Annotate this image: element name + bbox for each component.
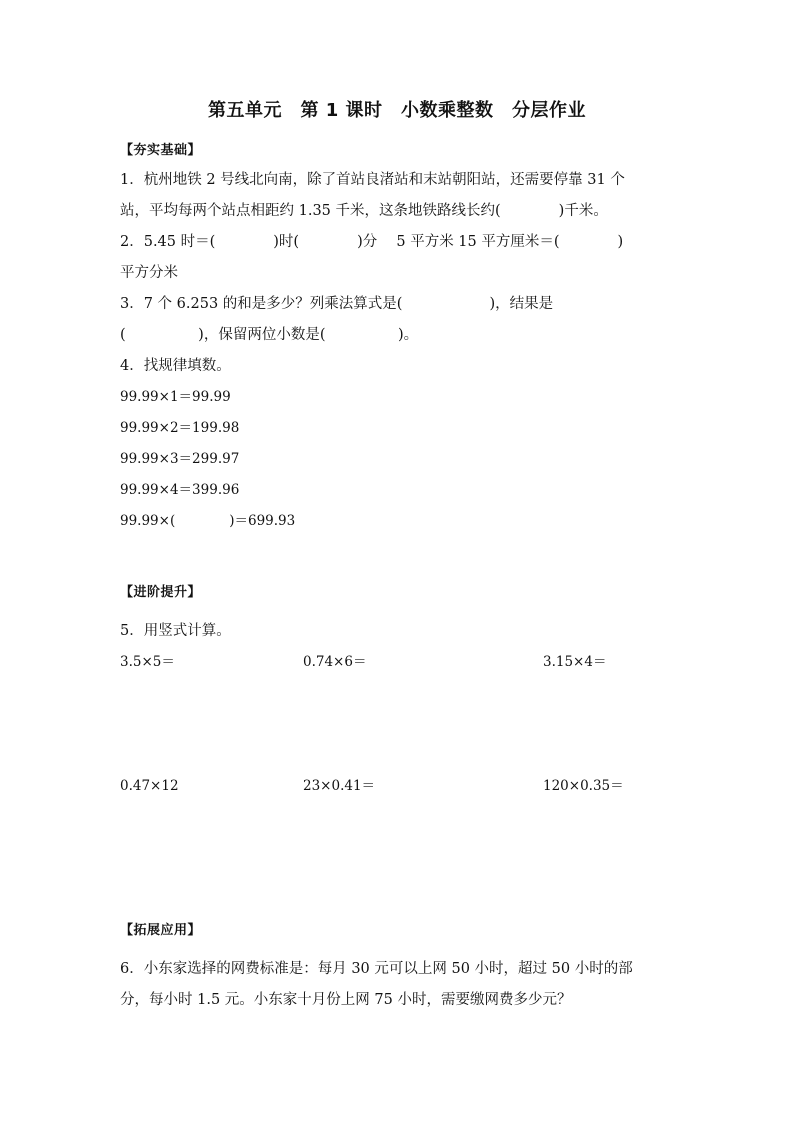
calc-item: 3.15×4＝ [543,654,607,670]
pattern-equation: 99.99×2＝199.98 [120,420,240,436]
pattern-equation: 99.99×3＝299.97 [120,451,240,467]
pattern-equation: 99.99×4＝399.96 [120,482,240,498]
question-3-line-1: 3．7 个 6.253 的和是多少？列乘法算式是( )，结果是 [120,296,554,312]
pattern-equation-blank: 99.99×( )＝699.93 [120,513,296,529]
pattern-equation: 99.99×1＝99.99 [120,389,231,405]
section-advanced-heading: 【进阶提升】 [120,585,202,600]
page-title: 第五单元 第 1 课时 小数乘整数 分层作业 [207,100,587,121]
question-6-line-2: 分，每小时 1.5 元。小东家十月份上网 75 小时，需要缴网费多少元？ [120,992,572,1008]
calc-item: 0.74×6＝ [303,654,367,670]
section-extend-heading: 【拓展应用】 [120,923,202,938]
calc-item: 23×0.41＝ [303,778,376,794]
question-5-prompt: 5．用竖式计算。 [120,623,231,639]
calc-item: 3.5×5＝ [120,654,175,670]
question-6-line-1: 6．小东家选择的网费标准是：每月 30 元可以上网 50 小时，超过 50 小时的部 [120,961,633,977]
question-1-line-2: 站，平均每两个站点相距约 1.35 千米，这条地铁路线长约( )千米。 [120,203,608,219]
question-2-line-2: 平方分米 [120,265,178,281]
calc-item: 0.47×12 [120,778,179,794]
question-1-line-1: 1．杭州地铁 2 号线北向南，除了首站良渚站和末站朝阳站，还需要停靠 31 个 [120,172,625,188]
question-2-line-1: 2．5.45 时＝( )时( )分 5 平方米 15 平方厘米＝( ) [120,234,624,250]
section-basic-heading: 【夯实基础】 [120,143,202,158]
question-4-prompt: 4．找规律填数。 [120,358,231,374]
question-3-line-2: ( )，保留两位小数是( )。 [120,327,419,343]
calc-item: 120×0.35＝ [543,778,624,794]
